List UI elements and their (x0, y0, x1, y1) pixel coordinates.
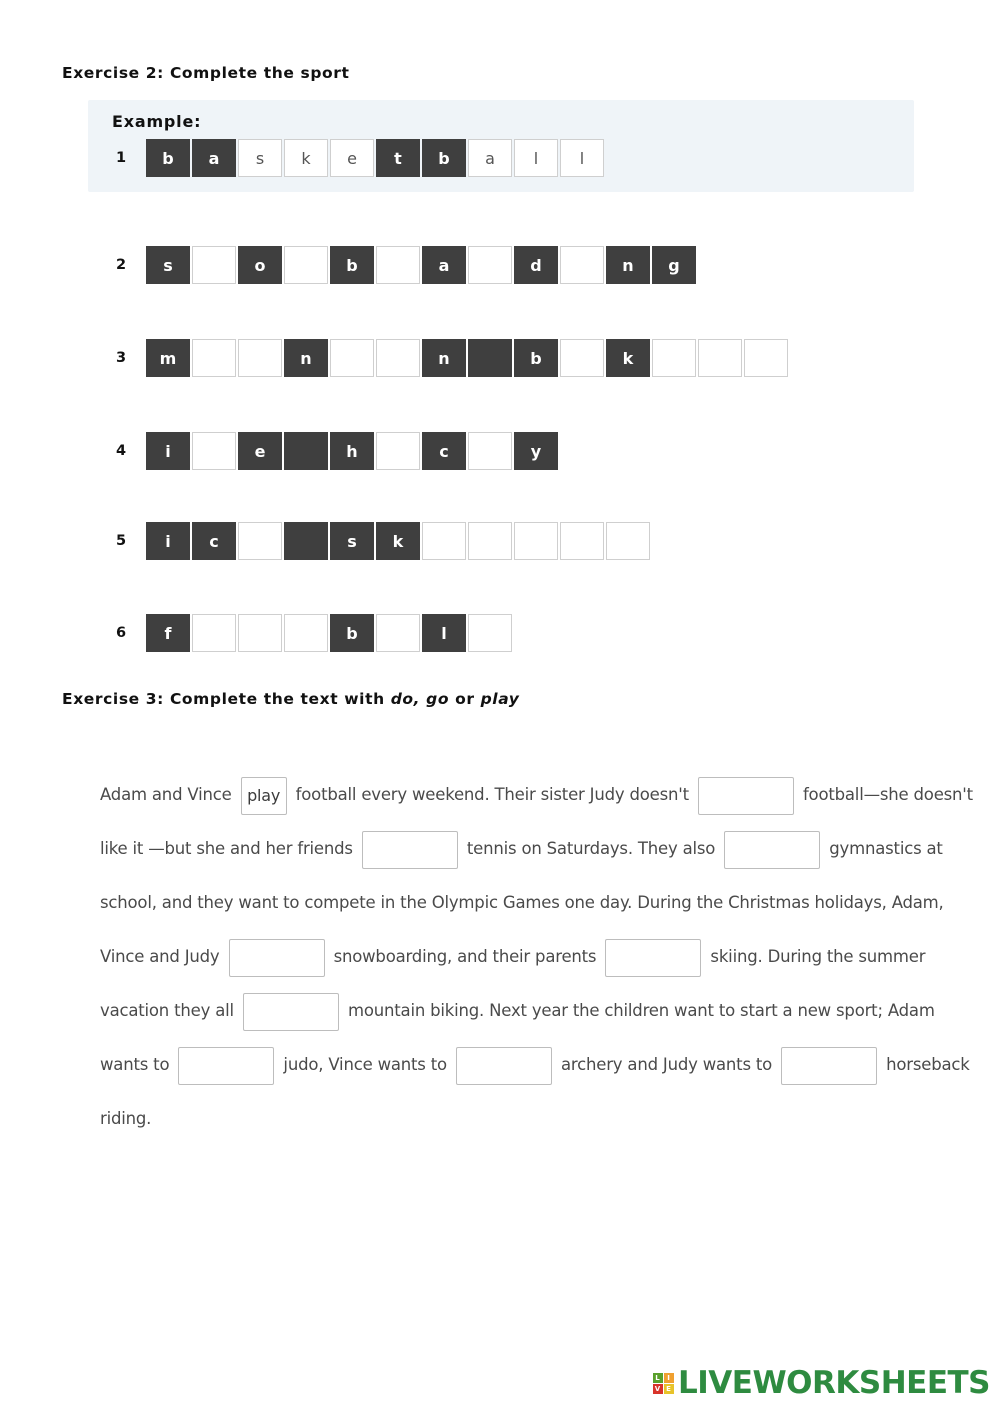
gap-input[interactable] (229, 939, 325, 977)
gap-input[interactable] (456, 1047, 552, 1085)
paragraph-text: football—she doesn't like it —but she and her friends (100, 785, 978, 858)
letter-cell-given: b (330, 246, 374, 284)
exercise-3-title-italic-1: do, go (390, 690, 450, 708)
letter-input-cell[interactable] (652, 339, 696, 377)
letter-input-cell[interactable] (698, 339, 742, 377)
letter-cell-dark (468, 339, 512, 377)
logo-row-bottom (652, 1383, 674, 1394)
letter-cells (146, 522, 652, 560)
letter-cells (146, 432, 560, 470)
letter-cell-given: b (514, 339, 558, 377)
letter-cell-dark (284, 522, 328, 560)
letter-cell-given: d (514, 246, 558, 284)
letter-input-cell[interactable] (560, 246, 604, 284)
letter-input-cell[interactable] (376, 432, 420, 470)
letter-cell-given: l (560, 139, 604, 177)
letter-cell-given: a (192, 139, 236, 177)
gap-input[interactable] (362, 831, 458, 869)
word-row-1 (116, 139, 606, 177)
row-number: 6 (116, 625, 127, 641)
letter-cell-given: m (146, 339, 190, 377)
letter-cell-given: t (376, 139, 420, 177)
letter-input-cell[interactable] (284, 246, 328, 284)
letter-input-cell[interactable] (468, 614, 512, 652)
letter-cell-given: i (146, 522, 190, 560)
paragraph-text: mountain biking. Next year the children want to start a new sport; Adam wants to (100, 1001, 940, 1074)
gap-input[interactable] (605, 939, 701, 977)
letter-cell-given: k (606, 339, 650, 377)
logo-square-i: I (664, 1373, 674, 1383)
letter-input-cell[interactable] (376, 339, 420, 377)
letter-input-cell[interactable] (560, 339, 604, 377)
letter-cell-given: o (238, 246, 282, 284)
letter-cell-given: e (330, 139, 374, 177)
letter-input-cell[interactable] (744, 339, 788, 377)
paragraph-text: horseback riding. (100, 1055, 975, 1128)
exercise-3-title-mid: or (449, 690, 481, 708)
letter-cell-given: b (330, 614, 374, 652)
letter-cell-given: n (422, 339, 466, 377)
exercise-3-paragraph (100, 768, 976, 1146)
row-number: 2 (116, 257, 127, 273)
letter-cell-given: y (514, 432, 558, 470)
letter-input-cell[interactable] (422, 522, 466, 560)
word-row-6 (116, 614, 514, 652)
letter-cell-given: g (652, 246, 696, 284)
gap-input[interactable] (781, 1047, 877, 1085)
logo-row-top (652, 1372, 674, 1383)
letter-cell-given: b (422, 139, 466, 177)
row-number: 4 (116, 443, 127, 459)
letter-input-cell[interactable] (376, 614, 420, 652)
exercise-3-title-italic-2: play (480, 690, 520, 708)
letter-cell-given: e (238, 432, 282, 470)
logo-wordmark: LIVEWORKSHEETS (678, 1365, 990, 1401)
letter-cell-dark (284, 432, 328, 470)
row-number: 1 (116, 150, 127, 166)
paragraph-text: snowboarding, and their parents (328, 947, 602, 966)
letter-input-cell[interactable] (238, 614, 282, 652)
letter-cell-given: c (192, 522, 236, 560)
row-number: 5 (116, 533, 127, 549)
letter-input-cell[interactable] (330, 339, 374, 377)
letter-input-cell[interactable] (606, 522, 650, 560)
letter-input-cell[interactable] (514, 522, 558, 560)
letter-cell-given: h (330, 432, 374, 470)
exercise-2-title: Exercise 2: Complete the sport (62, 64, 350, 82)
liveworksheets-logo (652, 1365, 990, 1401)
paragraph-text: skiing. During the summer vacation they all (100, 947, 931, 1020)
paragraph-text: archery and Judy wants to (555, 1055, 778, 1074)
letter-input-cell[interactable] (192, 339, 236, 377)
letter-cell-given: k (284, 139, 328, 177)
letter-cell-given: k (376, 522, 420, 560)
letter-input-cell[interactable] (468, 432, 512, 470)
letter-cell-given: s (238, 139, 282, 177)
logo-square-e: E (664, 1384, 674, 1394)
letter-input-cell[interactable] (468, 246, 512, 284)
letter-input-cell[interactable] (192, 614, 236, 652)
logo-blocks (652, 1372, 674, 1394)
row-number: 3 (116, 350, 127, 366)
logo-square-l: L (653, 1373, 663, 1383)
word-row-3 (116, 339, 790, 377)
word-row-5 (116, 522, 652, 560)
gap-input[interactable] (698, 777, 794, 815)
letter-cell-given: f (146, 614, 190, 652)
letter-cell-given: l (422, 614, 466, 652)
word-row-4 (116, 432, 560, 470)
letter-input-cell[interactable] (192, 246, 236, 284)
gap-input[interactable] (243, 993, 339, 1031)
paragraph-text: Adam and Vince (100, 785, 237, 804)
paragraph-text: football every weekend. Their sister Judy doesn't (290, 785, 694, 804)
letter-cell-given: s (330, 522, 374, 560)
paragraph-text: gymnastics at school, and they want to compete in the Olympic Games one day. During the Christmas holidays, Adam, Vince and Judy (100, 839, 949, 966)
gap-input[interactable] (178, 1047, 274, 1085)
letter-cell-given: s (146, 246, 190, 284)
letter-cell-given: n (606, 246, 650, 284)
letter-input-cell[interactable] (284, 614, 328, 652)
example-label: Example: (112, 112, 202, 131)
letter-cell-given: c (422, 432, 466, 470)
gap-filled[interactable]: play (241, 777, 287, 815)
letter-input-cell[interactable] (238, 522, 282, 560)
letter-cell-given: b (146, 139, 190, 177)
exercise-3-title (62, 690, 520, 708)
letter-input-cell[interactable] (192, 432, 236, 470)
letter-cell-given: l (514, 139, 558, 177)
letter-cell-given: i (146, 432, 190, 470)
letter-cells (146, 139, 606, 177)
letter-cell-given: a (468, 139, 512, 177)
letter-input-cell[interactable] (468, 522, 512, 560)
letter-cells (146, 246, 698, 284)
letter-cell-given: n (284, 339, 328, 377)
logo-square-v: V (653, 1384, 663, 1394)
letter-cell-given: a (422, 246, 466, 284)
letter-input-cell[interactable] (560, 522, 604, 560)
exercise-3-title-prefix: Exercise 3: Complete the text with (62, 690, 391, 708)
word-row-2 (116, 246, 698, 284)
letter-input-cell[interactable] (376, 246, 420, 284)
gap-input[interactable] (724, 831, 820, 869)
paragraph-text: judo, Vince wants to (278, 1055, 452, 1074)
paragraph-text: tennis on Saturdays. They also (461, 839, 721, 858)
letter-cells (146, 614, 514, 652)
letter-cells (146, 339, 790, 377)
letter-input-cell[interactable] (238, 339, 282, 377)
